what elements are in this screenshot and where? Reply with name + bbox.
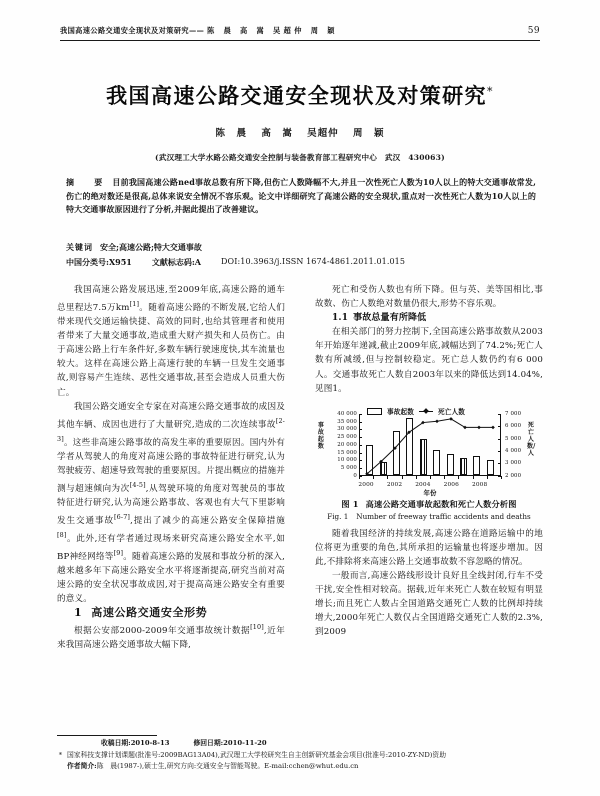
y-tick-right <box>498 426 501 427</box>
author-list <box>0 125 600 139</box>
y-tick-label-left: 35 000 <box>337 418 357 425</box>
paragraph: 根据公安部2000-2009年交通事故统计数据[10],近年来我国高速公路交通事故大幅下降, <box>57 623 285 651</box>
author-bio-value: 陈 晨(1987-),硕士生,研究方向:交通安全与智能驾驶。E-mail:cchen@whut.edu.cn <box>96 762 359 771</box>
author-name: 高 嵩 <box>261 128 293 139</box>
section-heading <box>57 606 285 620</box>
abstract-label: 摘 要 <box>66 177 109 187</box>
footnote-fund-text: 国家科技支撑计划课题(批准号:2009BAG13A04),武汉理工大学校研究生自主创新研究基金会项目(批准号:2010-ZY-ND)资助 <box>67 750 447 759</box>
running-head-authors: 陈 晨 高 嵩 吴超仲 周 颖 <box>207 26 338 35</box>
running-head-title <box>60 26 338 36</box>
y-tick-label-right: 2 000 <box>505 472 522 479</box>
header-rule <box>60 40 540 41</box>
figure-number-en: Fig. 1 <box>327 511 349 521</box>
x-axis-title: 年份 <box>423 488 437 497</box>
section-title: 高速公路交通安全形势 <box>91 605 208 619</box>
received-date: 收稿日期:2010-8-13 <box>101 739 170 747</box>
y-tick-label-left: 10 000 <box>337 457 357 464</box>
figure-1 <box>315 404 543 523</box>
author-name: 周 颖 <box>352 128 385 139</box>
y-tick-right <box>498 451 501 452</box>
line-path <box>367 419 493 474</box>
y-tick-right <box>498 414 501 415</box>
figure-caption-cn-text: 高速公路交通事故起数和死亡人数分析图 <box>365 498 517 509</box>
page-title <box>0 80 600 110</box>
author-name: 陈 晨 <box>215 128 248 139</box>
line-marker <box>491 425 495 429</box>
figure-number-cn: 图 1 <box>341 498 359 509</box>
affiliation: (武汉理工大学水路公路交通安全控制与装备教育部工程研究中心 武汉 430063) <box>155 153 445 162</box>
title-text: 我国高速公路交通安全现状及对策研究 <box>106 83 487 108</box>
abstract-text: 目前我国高速公路ned事故总数有所下降,但伤亡人数降幅不大,并且一次性死亡人数为10人以上的特大交通事故常发,伤亡的绝对数还是很高,总体来说安全情况不容乐观。论文中详细研究了高速公路的安全现状,重点对一次性死亡人数为10人以上的特大交通事故原因进行了分析,并据此提出了改善建议。 <box>66 177 537 215</box>
subsection-heading <box>315 311 543 325</box>
x-tick-label: 2004 <box>415 481 431 488</box>
abstract-block <box>66 176 536 217</box>
x-tick-label: 2006 <box>443 481 459 488</box>
y-tick-left <box>359 453 362 454</box>
classification-line <box>66 257 536 268</box>
keywords-text: 安全;高速公路;特大交通事故 <box>100 242 202 252</box>
line-marker <box>477 425 481 429</box>
x-tick-label: 2008 <box>472 481 488 488</box>
y-tick-right <box>498 476 501 477</box>
document-code: 文献标志码:A <box>151 257 202 267</box>
paragraph: 随着我国经济的持续发展,高速公路在道路运输中的地位将更为重要的角色,其所承担的运输量也将逐步增加。因此,不排除将来高速公路上交通事故数不容忽略的情况。 <box>315 528 543 567</box>
y-tick-left <box>359 476 362 477</box>
y-tick-left <box>359 414 362 415</box>
y-tick-right <box>498 463 501 464</box>
y-tick-label-left: 15 000 <box>337 449 357 456</box>
paragraph: 在相关部门的努力控制下,全国高速公路事故数从2003年开始逐年递减,截止2009年底,减幅达到了74.2%;死亡人数有所减缓,但与控制较稳定。死亡总人数仍约有6 000人。交通事故死亡人数自2003年以来的降低达到14.04%,见图1。 <box>315 327 543 394</box>
figure-caption-en-text: Number of freeway traffic accidents and deaths <box>356 511 531 521</box>
footnote-star-mark: * <box>58 750 63 759</box>
running-head-title-text: 我国高速公路交通安全现状及对策研究—— <box>60 26 205 35</box>
clc-number: 中国分类号:X951 <box>66 257 132 267</box>
legend-line-label: 死亡人数 <box>437 407 465 416</box>
y-tick-label-right: 6 000 <box>505 423 522 430</box>
y-tick-label-left: 25 000 <box>337 434 357 440</box>
keywords-block <box>66 242 536 253</box>
footnote-author-bio <box>57 761 543 772</box>
body-column-left <box>57 283 285 652</box>
y-tick-label-left: 40 000 <box>337 410 357 417</box>
y-tick-right <box>498 439 501 440</box>
paragraph: 死亡和受伤人数也有所下降。但与英、美等国相比,事故数、伤亡人数绝对数量仍很大,形势不容乐观。 <box>315 285 543 310</box>
footnote-dates <box>57 738 543 749</box>
y-tick-label-left: 20 000 <box>337 441 357 448</box>
figure-caption <box>315 498 543 523</box>
title-footnote-mark: * <box>486 85 494 98</box>
y-tick-left <box>359 429 362 430</box>
x-tick-label: 2002 <box>386 481 403 488</box>
line-series <box>360 414 500 475</box>
legend-bar-label: 事故起数 <box>387 407 414 416</box>
footnotes <box>57 738 543 772</box>
y-tick-label-left: 0 <box>353 472 357 479</box>
y-tick-label-right: 7 000 <box>505 410 522 417</box>
x-axis-labels <box>359 478 501 486</box>
y-tick-label-right: 5 000 <box>505 435 522 442</box>
footnote-fund <box>57 750 543 761</box>
y-axis-right-title: 死亡人数/人 <box>527 421 536 457</box>
y-tick-label-left: 5 000 <box>340 465 357 471</box>
body-column-right <box>315 283 543 640</box>
y-tick-label-right: 4 000 <box>505 447 522 454</box>
author-name: 吴超仲 <box>307 128 339 139</box>
line-marker <box>435 419 439 423</box>
y-tick-left <box>359 422 362 423</box>
section-number: 1 <box>74 605 83 619</box>
page-number: 59 <box>527 26 540 36</box>
subsection-number: 1.1 <box>332 313 349 324</box>
footnote-spacer <box>57 761 64 772</box>
x-tick-label: 2000 <box>358 481 374 488</box>
keywords-label: 关键词 <box>66 242 93 252</box>
y-tick-label-right: 3 000 <box>505 460 522 467</box>
y-tick-left <box>359 468 362 469</box>
running-head <box>60 26 540 36</box>
paragraph: 一般而言,高速公路线形设计良好且全线封闭,行车不受干扰,安全性相对较高。据载,近年来死亡人数在较短有明显增长;而且死亡人数占全国道路交通死亡人数的比例却持续增大,2000年死亡人数仅占全国道路交通死亡人数的2.3%,到2009 <box>315 571 543 638</box>
chart-area <box>315 404 543 496</box>
plot-area <box>359 414 501 476</box>
y-tick-left <box>359 445 362 446</box>
y-tick-left <box>359 437 362 438</box>
y-axis-left-title: 事故起数 <box>317 421 325 450</box>
paragraph: 我国高速公路发展迅速,至2009年底,高速公路的通车总里程达7.5万km[1]。随着高速公路的不断发展,它给人们带来现代交通运输快捷、高效的同时,也给其管理者和使用者带来了大量交通事故,造成重大财产损失和人员伤亡。由于高速公路上行车条件好,多数车辆行驶速度快,其车流量也较大。这样在高速公路上高速行驶的车辆一旦发生交通事故,则容易产生连续、恶性交通事故,甚至会造成人员重大伤亡。 <box>57 285 285 398</box>
paragraph: 我国公路交通安全专家在对高速公路交通事故的成因及其他车辆、成因也进行了大量研究,造成的二次连续事故[2-3]。这些非高速公路事故的高发生率的重要原因。国内外有学者从驾驶人的角度对高速公路的事故特征进行研究,认为驾驶疲劳、超速导致驾驶的重要原因。片提出概应的措施并测与超速倾向为次[4-5],从驾驶环境的角度对驾驶员的事故特征进行研究,认为高速公路事故、客观也有大气下里影响发生交通事故[6-7],提出了减少的高速公路安全保障措施[8]。此外,还有学者通过现场来研究高速公路安全水平,如BP神经网络等[9]。随着高速公路的发展和事故分析的深入,越来越多年下高速公路安全水平将逐渐提高,研究当前对高速公路的安全状况事故成因,对于提高高速公路安全有重要的意义。 <box>57 401 286 604</box>
revised-date: 修回日期:2010-11-20 <box>193 739 267 747</box>
y-tick-left <box>359 460 362 461</box>
subsection-title: 事故总量有所降低 <box>353 313 427 324</box>
author-bio-label: 作者简介: <box>67 762 97 771</box>
footnote-rule <box>57 735 157 736</box>
y-tick-label-left: 30 000 <box>337 426 357 433</box>
x-tick <box>501 476 502 479</box>
figure-caption-en <box>315 511 543 523</box>
footnote-author-text <box>67 761 543 772</box>
doi-text: DOI:10.3963/j.ISSN 1674-4861.2011.01.015 <box>221 257 406 266</box>
